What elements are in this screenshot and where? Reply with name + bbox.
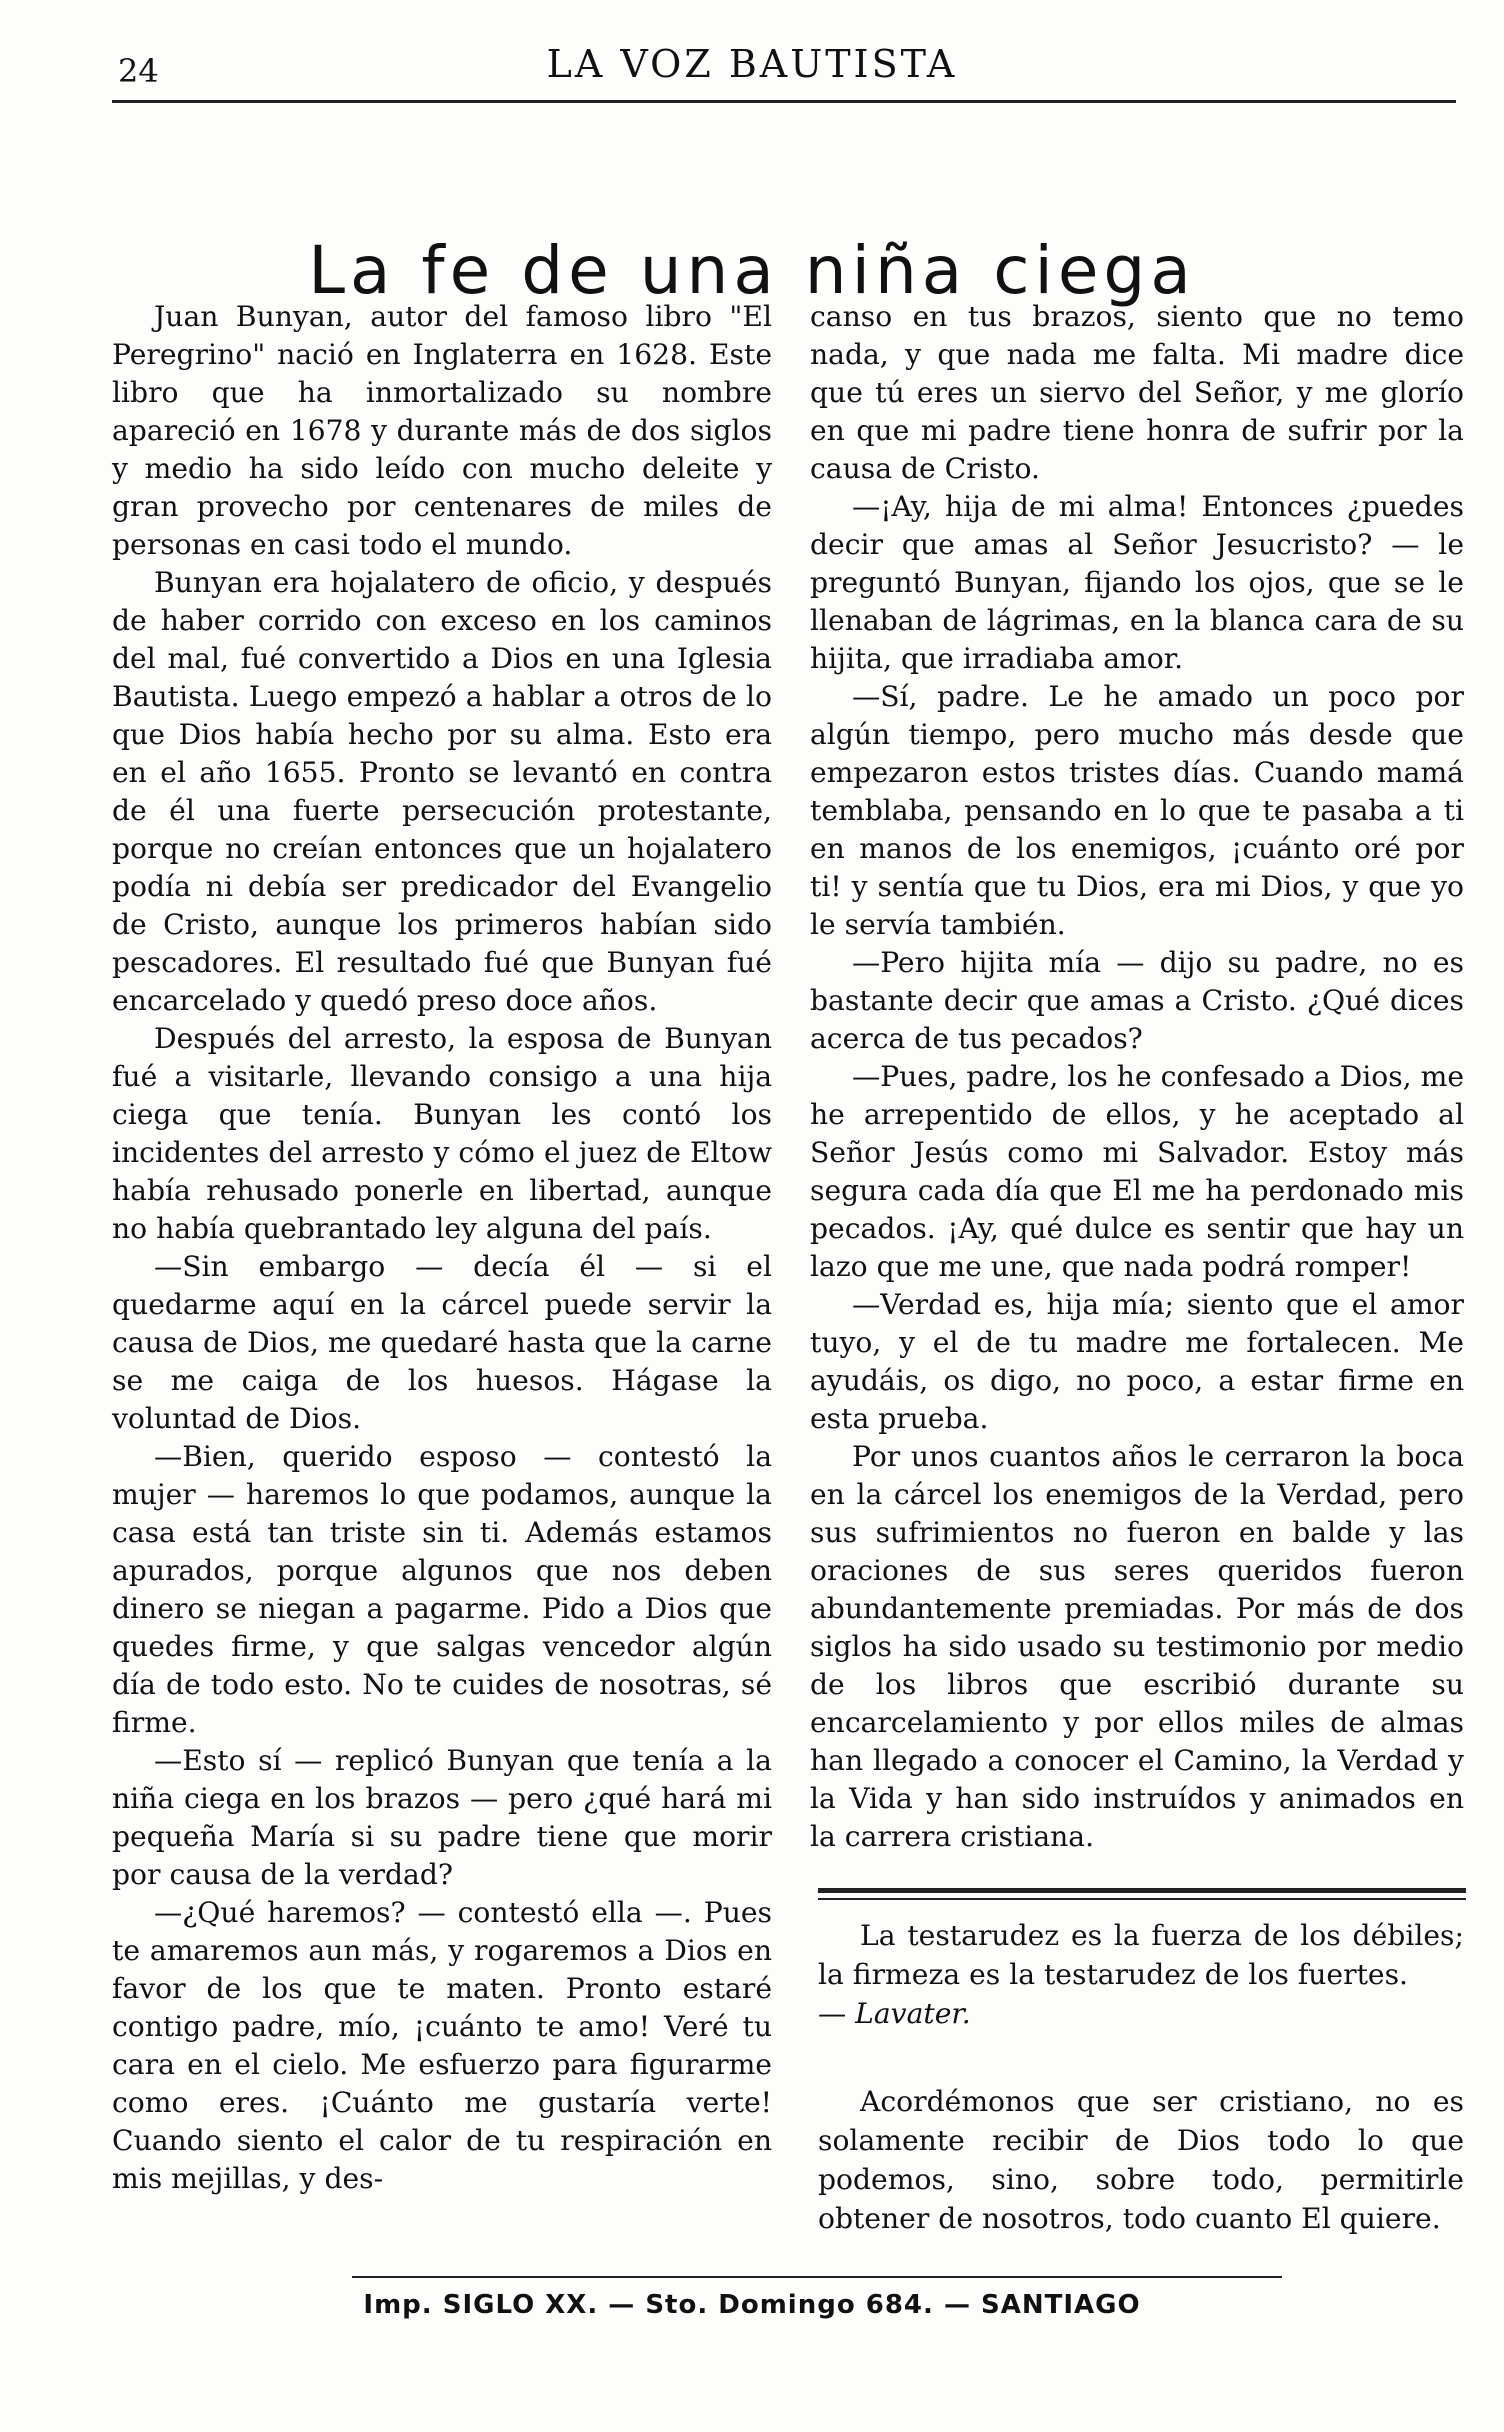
paragraph: Por unos cuantos años le cerraron la boca en la cárcel los enemigos de la Verdad, pero sus sufrimientos no fueron en balde y las oraciones de sus seres queridos fueron abundantemente premiadas. Por más de dos siglos ha sido usado su testimonio por medio de los libros que escribió durante su encarcelamiento y por ellos miles de almas han llegado a conocer el Camino, la Verdad y la Vida y han sido instruídos y animados en la carrera cristiana. [810,1440,1464,1853]
paragraph: —Pero hijita mía — dijo su padre, no es bastante decir que amas a Cristo. ¿Qué dices acerca de tus pecados? [810,946,1464,1055]
quote-author: — Lavater. [818,1997,971,2030]
section-divider [818,1898,1466,1900]
exhortation-block [818,2082,1464,2238]
paragraph: —¡Ay, hija de mi alma! Entonces ¿puedes decir que amas al Señor Jesucristo? — le preguntó Bunyan, fijando los ojos, que se le llenaban de lágrimas, en la blanca cara de su hijita, que irradiaba amor. [810,490,1464,675]
paragraph: Bunyan era hojalatero de oficio, y después de haber corrido con exceso en los caminos del mal, fué convertido a Dios en una Iglesia Bautista. Luego empezó a hablar a otros de lo que Dios había hecho por su alma. Esto era en el año 1655. Pronto se levantó en contra de él una fuerte persecución protestante, porque no creían entonces que un hojalatero podía ni debía ser predicador del Evangelio de Cristo, aunque los primeros habían sido pescadores. El resultado fué que Bunyan fué encarcelado y quedó preso doce años. [112,566,772,1017]
paragraph: —¿Qué haremos? — contestó ella —. Pues te amaremos aun más, y rogaremos a Dios en favor de los que te maten. Pronto estaré contigo padre, mío, ¡cuánto te amo! Veré tu cara en el cielo. Me esfuerzo para figurarme como eres. ¡Cuánto me gustaría verte! Cuando siento el calor de tu respiración en mis mejillas, y des- [112,1896,772,2195]
section-divider [818,1888,1466,1893]
printer-imprint: Imp. SIGLO XX. — Sto. Domingo 684. — SANTIAGO [363,2290,1141,2320]
header-rule [112,100,1456,103]
exhortation-text: Acordémonos que ser cristiano, no es solamente recibir de Dios todo lo que podemos, sino, sobre todo, permitirle obtener de nosotros, todo cuanto El quiere. [818,2085,1464,2235]
paragraph: —Pues, padre, los he confesado a Dios, me he arrepentido de ellos, y he aceptado al Señor Jesús como mi Salvador. Estoy más segura cada día que El me ha perdonado mis pecados. ¡Ay, qué dulce es sentir que hay un lazo que me une, que nada podrá romper! [810,1060,1464,1283]
left-column [112,298,772,2198]
footer-rule [352,2276,1282,2278]
page-number: 24 [118,52,159,90]
quote-block [818,1916,1464,2033]
paragraph: —Esto sí — replicó Bunyan que tenía a la niña ciega en los brazos — pero ¿qué hará mi pequeña María si su padre tiene que morir por causa de la verdad? [112,1744,772,1891]
quote-body: La testarudez es la fuerza de los débiles; la firmeza es la testarudez de los fuertes. [818,1919,1464,1991]
paragraph: —Sin embargo — decía él — si el quedarme aquí en la cárcel puede servir la causa de Dios, me quedaré hasta que la carne se me caiga de los huesos. Hágase la voluntad de Dios. [112,1250,772,1435]
paragraph: —Sí, padre. Le he amado un poco por algún tiempo, pero mucho más desde que empezaron estos tristes días. Cuando mamá temblaba, pensando en lo que te pasaba a ti en manos de los enemigos, ¡cuánto oré por ti! y sentía que tu Dios, era mi Dios, y que yo le servía también. [810,680,1464,941]
paragraph-continuation: canso en tus brazos, siento que no temo nada, y que nada me falta. Mi madre dice que tú eres un siervo del Señor, y me glorío en que mi padre tiene honra de sufrir por la causa de Cristo. [810,300,1464,485]
paragraph: Después del arresto, la esposa de Bunyan fué a visitarle, llevando consigo a una hija ciega que tenía. Bunyan les contó los incidentes del arresto y cómo el juez de Eltow había rehusado ponerle en libertad, aunque no había quebrantado ley alguna del país. [112,1022,772,1245]
article-title: La fe de una niña ciega [308,232,1196,310]
paragraph: —Verdad es, hija mía; siento que el amor tuyo, y el de tu madre me fortalecen. Me ayudáis, os digo, no poco, a estar firme en esta prueba. [810,1288,1464,1435]
paragraph: Juan Bunyan, autor del famoso libro "El Peregrino" nació en Inglaterra en 1628. Este libro que ha inmortalizado su nombre apareció en 1678 y durante más de dos siglos y medio ha sido leído con mucho deleite y gran provecho por centenares de miles de personas en casi todo el mundo. [112,300,772,561]
running-header-title: LA VOZ BAUTISTA [546,42,958,86]
quote-text [818,1916,1464,2033]
right-column [810,298,1464,1856]
paragraph: —Bien, querido esposo — contestó la mujer — haremos lo que podamos, aunque la casa está tan triste sin ti. Además estamos apurados, porque algunos que nos deben dinero se niegan a pagarme. Pido a Dios que quedes firme, y que salgas vencedor algún día de todo esto. No te cuides de nosotras, sé firme. [112,1440,772,1739]
